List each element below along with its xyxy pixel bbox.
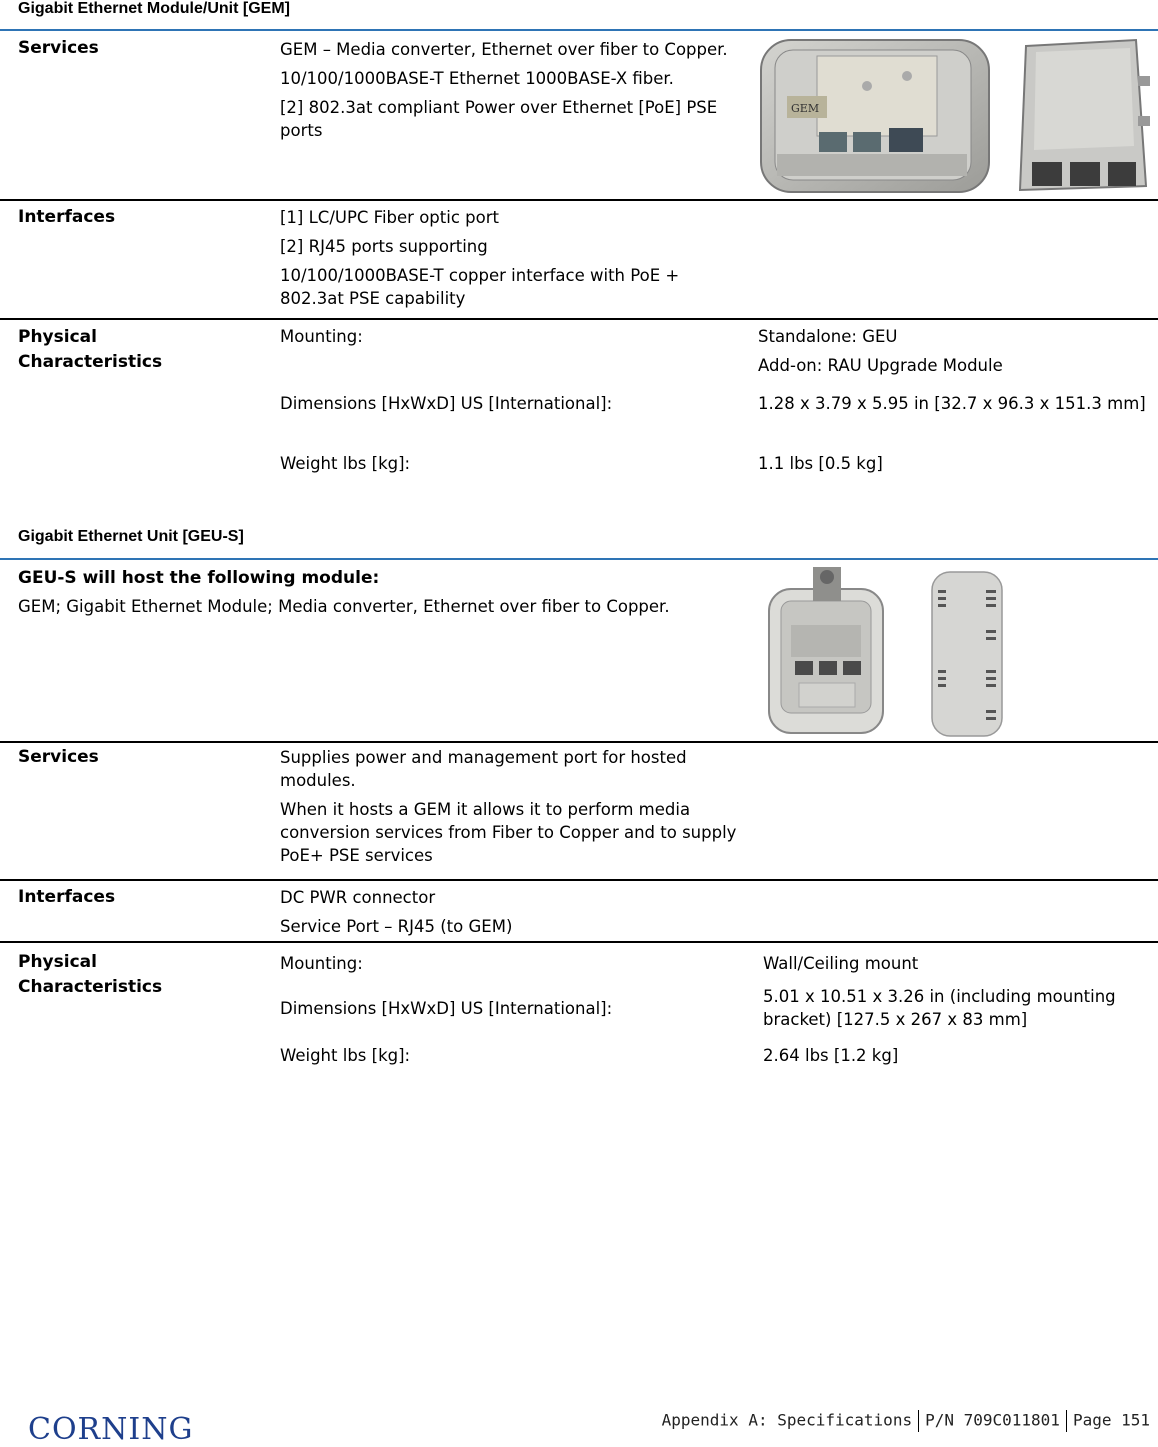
gem-section-title: Gigabit Ethernet Module/Unit [GEM] bbox=[18, 0, 290, 17]
footer-section: Appendix A: Specifications bbox=[661, 1410, 913, 1430]
footer-part-number: P/N 709C011801 bbox=[925, 1410, 1060, 1430]
svg-text:GEM: GEM bbox=[791, 102, 820, 115]
geus-open-unit-photo bbox=[765, 565, 889, 737]
gem-closed-unit-photo bbox=[1006, 36, 1156, 194]
page-footer bbox=[662, 1410, 1150, 1432]
gem-dimensions-value: 1.28 x 3.79 x 5.95 in [32.7 x 96.3 x 151.3 mm] bbox=[758, 394, 1146, 413]
geus-dimensions-value: 5.01 x 10.51 x 3.26 in (including mounting bracket) [127.5 x 267 x 83 mm] bbox=[763, 987, 1116, 1029]
geus-physical-label: Physical Characteristics bbox=[18, 952, 163, 997]
geus-host-heading: GEU-S will host the following module: bbox=[18, 568, 380, 588]
geus-services-text bbox=[280, 746, 742, 873]
gem-title-divider bbox=[0, 29, 1158, 31]
gem-row-divider bbox=[0, 199, 1158, 201]
geus-weight-label: Weight lbs [kg]: bbox=[280, 1046, 411, 1065]
geus-interfaces-text bbox=[280, 886, 742, 944]
gem-interfaces-text bbox=[280, 206, 732, 316]
geus-services-label: Services bbox=[18, 747, 99, 767]
geus-mounting-value: Wall/Ceiling mount bbox=[763, 954, 919, 973]
footer-separator bbox=[1066, 1410, 1067, 1432]
gem-service-line: GEM – Media converter, Ethernet over fiber to Copper. bbox=[280, 40, 728, 59]
geus-title-divider bbox=[0, 558, 1158, 560]
geus-host-text: GEM; Gigabit Ethernet Module; Media converter, Ethernet over fiber to Copper. bbox=[18, 597, 670, 616]
geus-interface-line: DC PWR connector bbox=[280, 888, 436, 907]
geus-weight-value: 2.64 lbs [1.2 kg] bbox=[763, 1046, 899, 1065]
geus-closed-unit-photo bbox=[930, 570, 1004, 738]
gem-interface-line: [1] LC/UPC Fiber optic port bbox=[280, 208, 499, 227]
gem-service-line: 10/100/1000BASE-T Ethernet 1000BASE-X fiber. bbox=[280, 69, 674, 88]
gem-service-line: [2] 802.3at compliant Power over Ethernet [PoE] PSE ports bbox=[280, 98, 718, 140]
geus-interface-line: Service Port – RJ45 (to GEM) bbox=[280, 917, 513, 936]
corning-logo: CORNING bbox=[28, 1412, 194, 1447]
geus-mounting-label: Mounting: bbox=[280, 954, 363, 973]
gem-services-label: Services bbox=[18, 38, 99, 58]
geus-row-divider bbox=[0, 879, 1158, 881]
footer-page-number: Page 151 bbox=[1072, 1410, 1150, 1430]
gem-interface-line: 10/100/1000BASE-T copper interface with PoE + 802.3at PSE capability bbox=[280, 266, 680, 308]
gem-row-divider bbox=[0, 318, 1158, 320]
gem-open-unit-photo bbox=[757, 36, 993, 196]
geus-dimensions-label: Dimensions [HxWxD] US [International]: bbox=[280, 999, 613, 1018]
gem-weight-value: 1.1 lbs [0.5 kg] bbox=[758, 454, 883, 473]
gem-mounting-label: Mounting: bbox=[280, 327, 363, 346]
geus-service-line: Supplies power and management port for hosted modules. bbox=[280, 748, 687, 790]
geus-section-title: Gigabit Ethernet Unit [GEU-S] bbox=[18, 528, 244, 545]
geus-interfaces-label: Interfaces bbox=[18, 887, 116, 907]
gem-physical-label: Physical Characteristics bbox=[18, 327, 163, 372]
geus-row-divider bbox=[0, 941, 1158, 943]
gem-weight-label: Weight lbs [kg]: bbox=[280, 454, 411, 473]
geus-row-divider bbox=[0, 741, 1158, 743]
gem-mounting-values bbox=[758, 325, 1148, 383]
footer-separator bbox=[918, 1410, 919, 1432]
gem-dimensions-label: Dimensions [HxWxD] US [International]: bbox=[280, 394, 613, 413]
geus-service-line: When it hosts a GEM it allows it to perform media conversion services from Fiber to Copper and to supply PoE+ PSE services bbox=[280, 800, 737, 865]
gem-mounting-value: Standalone: GEU bbox=[758, 327, 898, 346]
gem-interfaces-label: Interfaces bbox=[18, 207, 116, 227]
gem-interface-line: [2] RJ45 ports supporting bbox=[280, 237, 488, 256]
gem-services-text bbox=[280, 38, 732, 148]
gem-mounting-value: Add-on: RAU Upgrade Module bbox=[758, 356, 1003, 375]
